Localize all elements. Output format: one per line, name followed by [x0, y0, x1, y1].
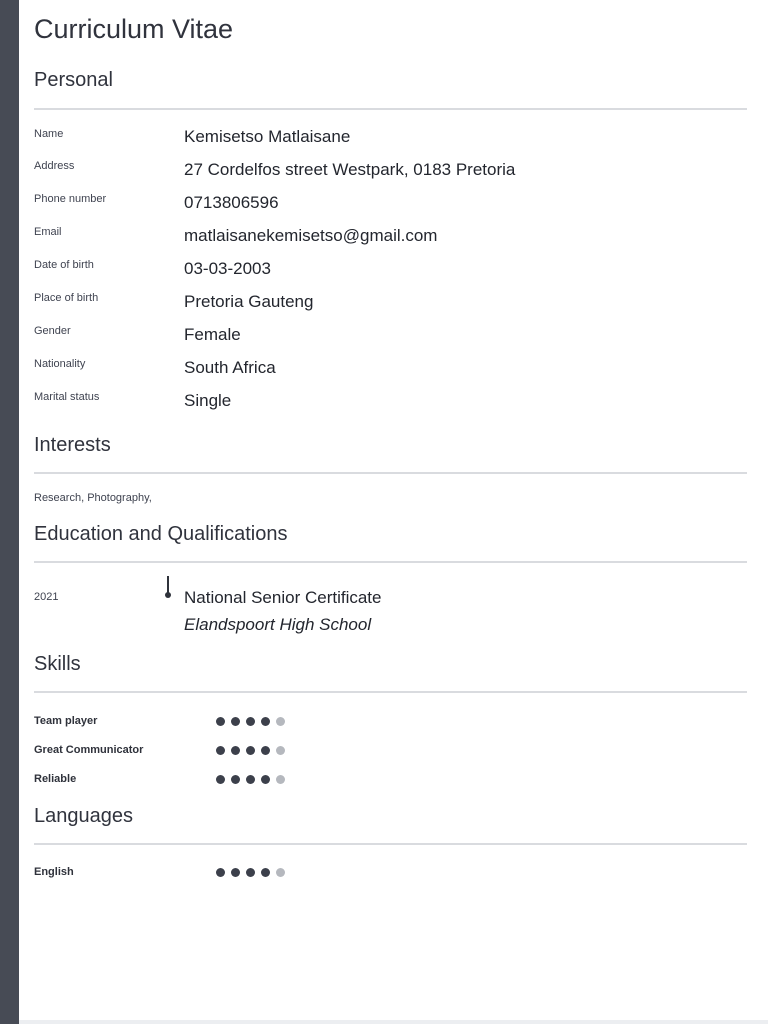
cv-page: [34, 0, 747, 1024]
skill-name-team-player: Team player: [34, 715, 98, 727]
dob-label: Date of birth: [34, 259, 94, 271]
interests-text: Research, Photography,: [34, 492, 152, 504]
timeline-line: [167, 576, 169, 593]
rating-dot-filled: [231, 775, 240, 784]
name-label: Name: [34, 128, 64, 140]
rating-dot-empty: [276, 717, 285, 726]
rating-dot-filled: [246, 746, 255, 755]
rating-dot-filled: [261, 717, 270, 726]
skill-rating-team-player: [216, 717, 285, 726]
address-label: Address: [34, 160, 75, 172]
rating-dot-filled: [216, 775, 225, 784]
school-name: Elandspoort High School: [184, 615, 372, 634]
phone-label: Phone number: [34, 193, 107, 205]
personal-divider: [34, 108, 747, 110]
marital-status-label: Marital status: [34, 391, 100, 403]
rating-dot-empty: [276, 746, 285, 755]
name-value: Kemisetso Matlaisane: [184, 127, 351, 146]
skill-rating-reliable: [216, 775, 285, 784]
phone-value: 0713806596: [184, 193, 279, 212]
rating-dot-filled: [261, 868, 270, 877]
personal-heading: Personal: [34, 69, 113, 91]
rating-dot-filled: [231, 868, 240, 877]
rating-dot-empty: [276, 775, 285, 784]
pob-value: Pretoria Gauteng: [184, 292, 314, 311]
education-heading: Education and Qualifications: [34, 523, 288, 545]
marital-status-value: Single: [184, 391, 232, 410]
rating-dot-filled: [246, 775, 255, 784]
qualification-title: National Senior Certificate: [184, 588, 382, 607]
rating-dot-filled: [216, 868, 225, 877]
rating-dot-filled: [216, 717, 225, 726]
dob-value: 03-03-2003: [184, 259, 271, 278]
rating-dot-filled: [246, 717, 255, 726]
skill-name-great-communicator: Great Communicator: [34, 744, 144, 756]
rating-dot-filled: [231, 717, 240, 726]
timeline-dot: [165, 592, 171, 598]
interests-heading: Interests: [34, 434, 111, 456]
rating-dot-filled: [261, 775, 270, 784]
gender-label: Gender: [34, 325, 71, 337]
email-label: Email: [34, 226, 62, 238]
rating-dot-filled: [231, 746, 240, 755]
document-title: Curriculum Vitae: [34, 14, 234, 44]
left-accent-bar: [0, 0, 19, 1024]
skills-divider: [34, 691, 747, 693]
language-name-english: English: [34, 866, 74, 878]
pob-label: Place of birth: [34, 292, 99, 304]
skills-heading: Skills: [34, 653, 81, 675]
education-divider: [34, 561, 747, 563]
languages-divider: [34, 843, 747, 845]
rating-dot-filled: [246, 868, 255, 877]
email-value: matlaisanekemisetso@gmail.com: [184, 226, 438, 245]
rating-dot-filled: [216, 746, 225, 755]
rating-dot-filled: [261, 746, 270, 755]
interests-divider: [34, 472, 747, 474]
address-value: 27 Cordelfos street Westpark, 0183 Pretoria: [184, 160, 516, 179]
rating-dot-empty: [276, 868, 285, 877]
skill-rating-great-communicator: [216, 746, 285, 755]
nationality-label: Nationality: [34, 358, 86, 370]
languages-heading: Languages: [34, 805, 133, 827]
gender-value: Female: [184, 325, 241, 344]
nationality-value: South Africa: [184, 358, 276, 377]
skill-name-reliable: Reliable: [34, 773, 77, 785]
language-rating-english: [216, 868, 285, 877]
education-year: 2021: [34, 591, 59, 603]
